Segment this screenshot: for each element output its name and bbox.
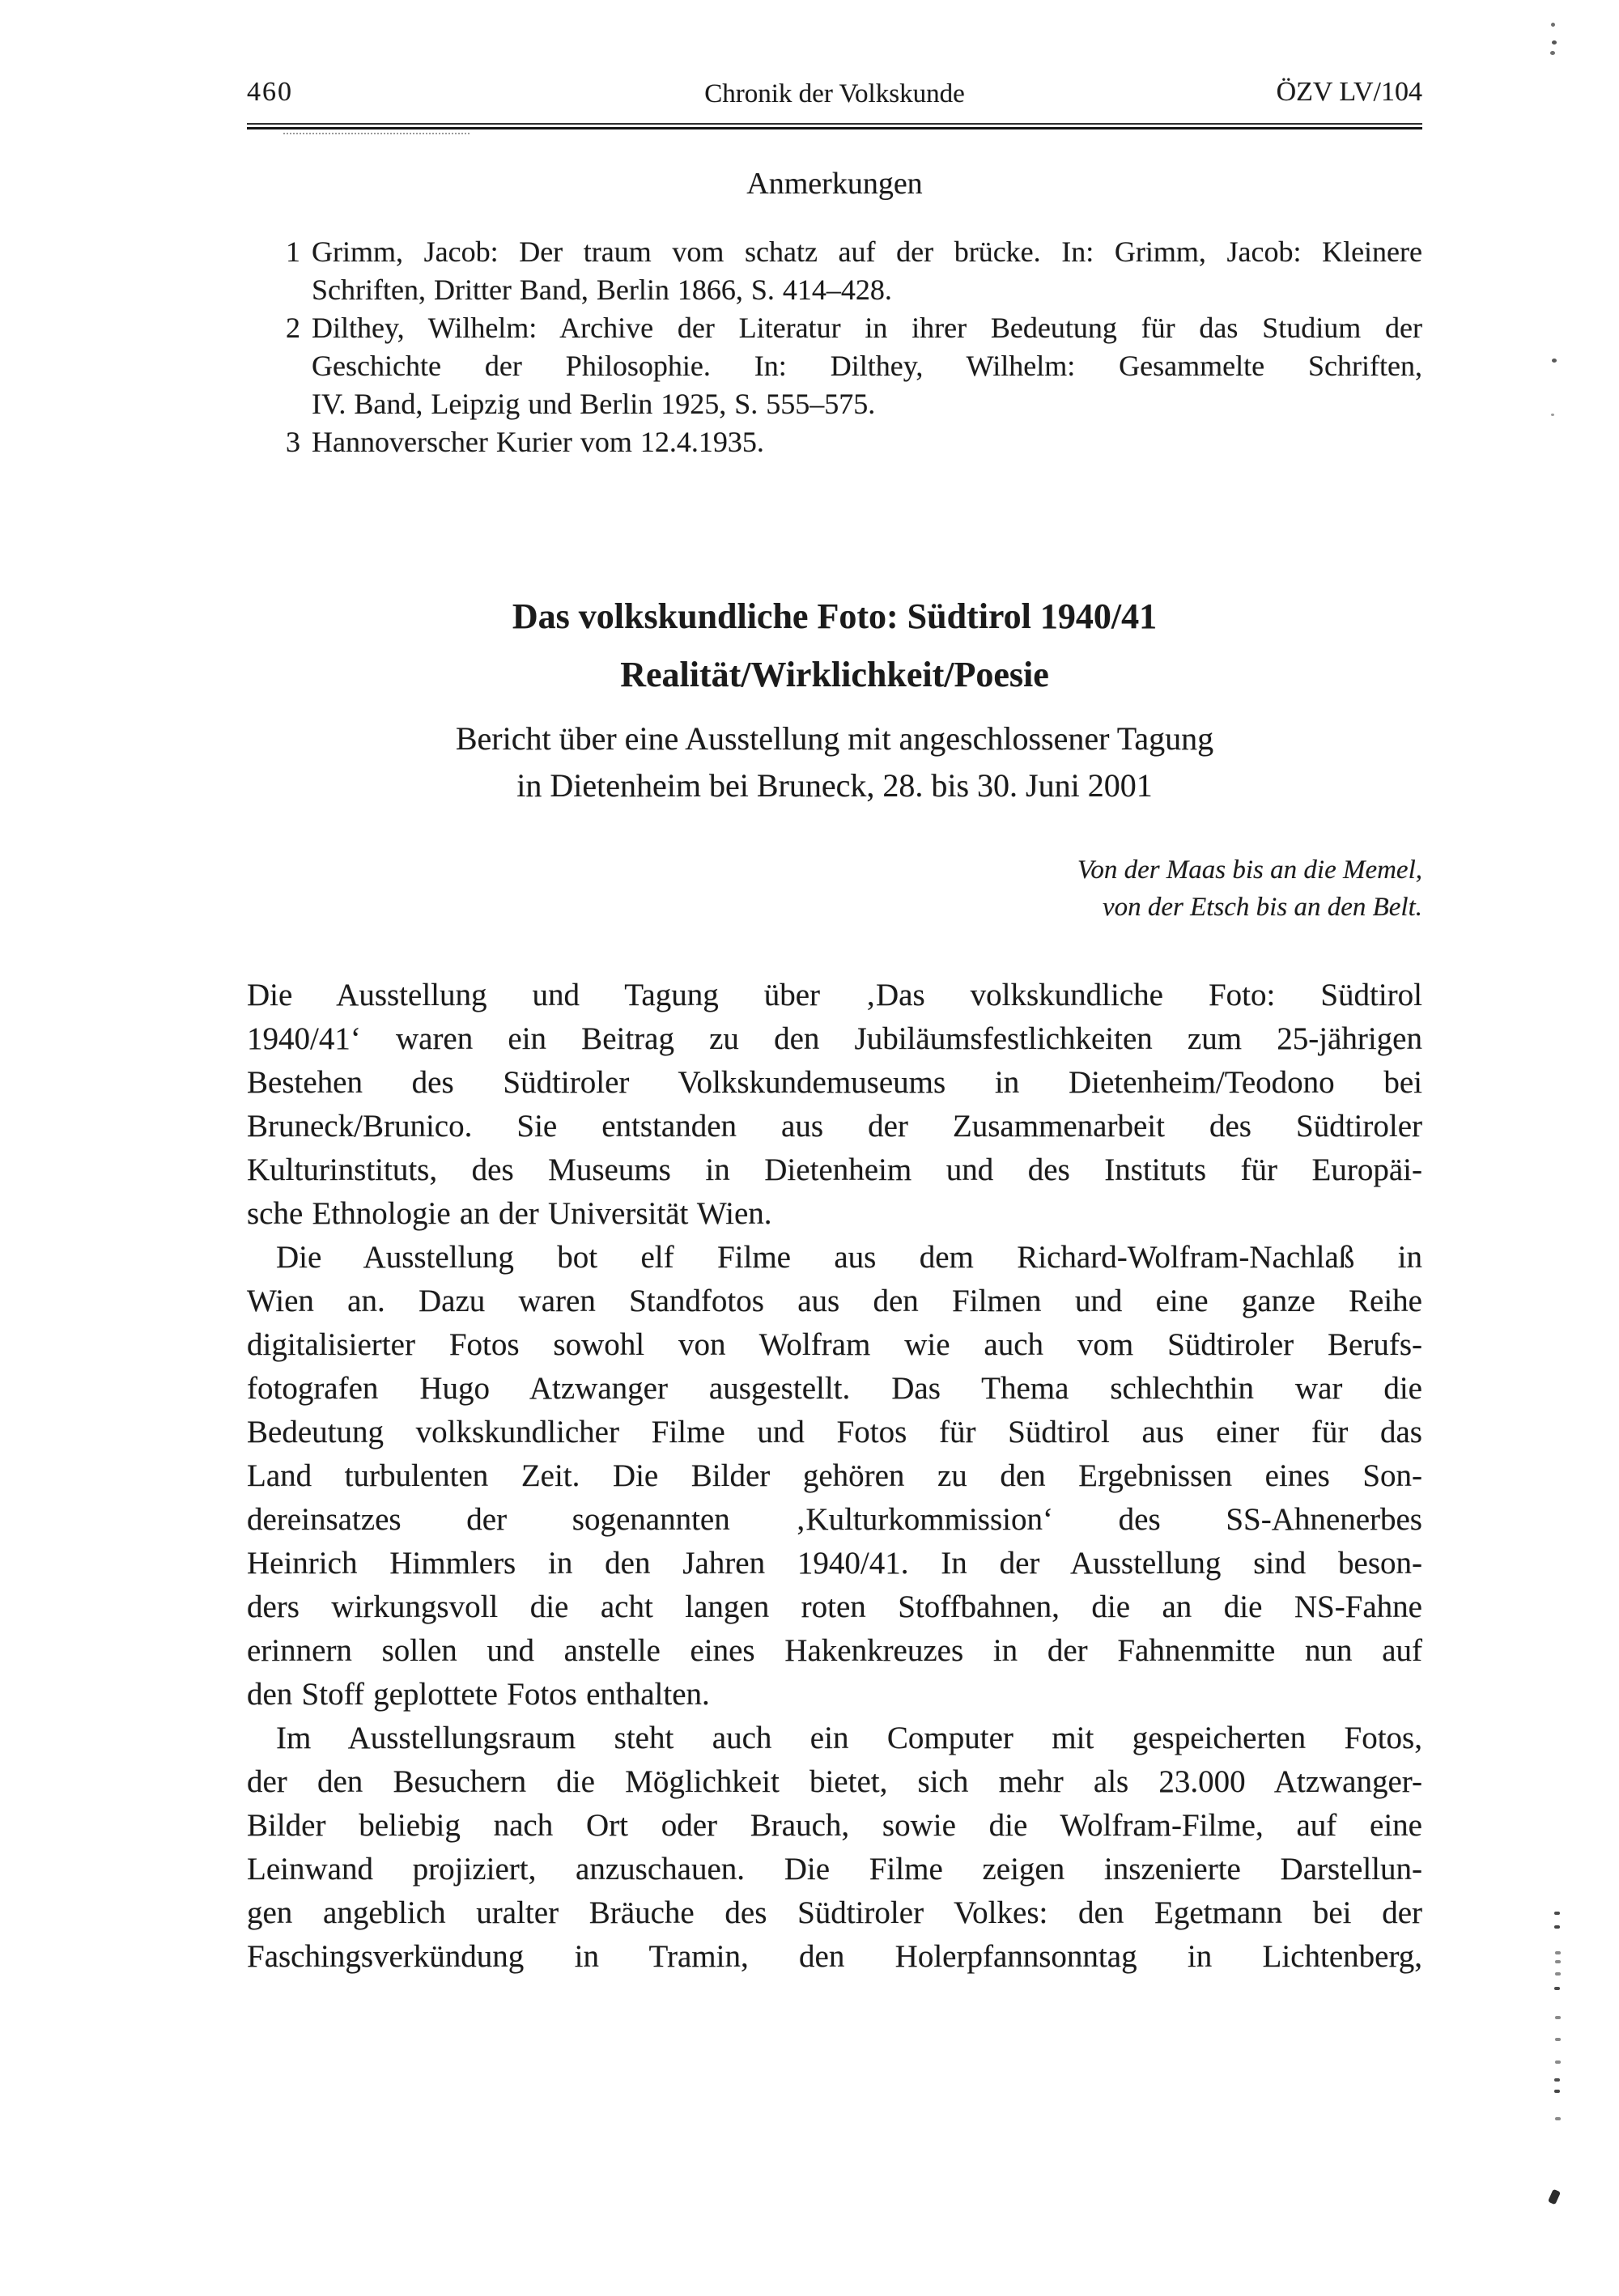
footnote-line [286, 233, 1422, 271]
body-text-line: Bedeutung volkskundlicher Filme und Fotos für Südtirol aus einer für das [247, 1415, 1422, 1449]
body-text-line: Im Ausstellungsraum steht auch ein Computer mit gespeicherten Fotos, [276, 1721, 1422, 1755]
body-text-line: Faschingsverkündung in Tramin, den Holerpfannsonntag in Lichtenberg, [247, 1939, 1422, 1974]
scan-speck [1555, 2060, 1561, 2064]
body-text-line: den Stoff geplottete Fotos enthalten. [247, 1677, 710, 1712]
article-subtitle-line: in Dietenheim bei Bruneck, 28. bis 30. Juni 2001 [516, 767, 1153, 804]
body-text-line: Wien an. Dazu waren Standfotos aus den Filmen und eine ganze Reihe [247, 1284, 1422, 1318]
body-text-line: Die Ausstellung bot elf Filme aus dem Richard-Wolfram-Nachlaß in [276, 1240, 1422, 1275]
footnote-line [286, 385, 1422, 423]
article-subtitle [247, 715, 1422, 809]
article-subtitle-line: Bericht über eine Ausstellung mit angeschlossener Tagung [455, 720, 1214, 757]
body-text-line: Bruneck/Brunico. Sie entstanden aus der Zusammenarbeit des Südtiroler [247, 1109, 1422, 1144]
paragraph [247, 1236, 1422, 1717]
body-text-line: fotografen Hugo Atzwanger ausgestellt. Das Thema schlechthin war die [247, 1371, 1422, 1406]
footnote-line [286, 423, 1422, 461]
body-text-line: Kulturinstituts, des Museums in Dietenheim und des Instituts für Europäi- [247, 1152, 1422, 1187]
scan-speck [1551, 414, 1554, 416]
paragraph [247, 1717, 1422, 1979]
scan-speck [1555, 2038, 1561, 2041]
scan-speck [1550, 51, 1555, 55]
footnote-line [286, 347, 1422, 385]
footnote-line [286, 271, 1422, 309]
scan-speck [1555, 2117, 1561, 2120]
footnotes [286, 233, 1422, 461]
body-text-line: ders wirkungsvoll die acht langen roten Stoffbahnen, die an die NS-Fahne [247, 1589, 1422, 1624]
footnote-line [286, 309, 1422, 347]
footnote-text: Hannoverscher Kurier vom 12.4.1935. [312, 426, 764, 458]
footnote-text: IV. Band, Leipzig und Berlin 1925, S. 555–575. [312, 388, 876, 420]
scan-speck [1555, 1960, 1561, 1963]
body-text-line: Bestehen des Südtiroler Volkskundemuseums in Dietenheim/Teodono bei [247, 1065, 1422, 1100]
notes-heading: Anmerkungen [746, 167, 923, 201]
body-text-line: Die Ausstellung und Tagung über ‚Das volkskundliche Foto: Südtirol [247, 978, 1422, 1012]
footnote-text: Geschichte der Philosophie. In: Dilthey, Wilhelm: Gesammelte Schriften, [312, 350, 1422, 382]
body-text-line: Leinwand projiziert, anzuschauen. Die Filme zeigen inszenierte Darstellun- [247, 1852, 1422, 1886]
scan-speck [1555, 1951, 1561, 1954]
epigraph-line: von der Etsch bis an den Belt. [1102, 893, 1422, 922]
body-text-line: digitalisierter Fotos sowohl von Wolfram wie auch vom Südtiroler Berufs- [247, 1327, 1422, 1362]
footnote-number: 1 [286, 236, 300, 268]
scan-speck [1554, 1912, 1560, 1915]
body-text-line: erinnern sollen und anstelle eines Hakenkreuzes in der Fahnenmitte nun auf [247, 1633, 1422, 1668]
body-text-line: dereinsatzes der sogenannten ‚Kulturkommission‘ des SS-Ahnenerbes [247, 1502, 1422, 1537]
header-rule-top [247, 123, 1422, 125]
body-text-line: sche Ethnologie an der Universität Wien. [247, 1196, 772, 1231]
footnote-text: Dilthey, Wilhelm: Archive der Literatur in ihrer Bedeutung für das Studium der [312, 312, 1422, 344]
footnote-text: Grimm, Jacob: Der traum vom schatz auf der brücke. In: Grimm, Jacob: Kleinere [312, 236, 1422, 268]
scan-speck [1554, 1925, 1560, 1929]
body-text-line: Land turbulenten Zeit. Die Bilder gehören zu den Ergebnissen eines Son- [247, 1458, 1422, 1493]
issue-ref: ÖZV LV/104 [1276, 77, 1422, 107]
scan-blob [1548, 2189, 1561, 2205]
footnote-text: Schriften, Dritter Band, Berlin 1866, S. 414–428. [312, 274, 892, 306]
body-text-line: Heinrich Himmlers in den Jahren 1940/41. In der Ausstellung sind beson- [247, 1546, 1422, 1581]
journal-title: Chronik der Volkskunde [704, 79, 965, 108]
article-title-line: Realität/Wirklichkeit/Poesie [620, 655, 1049, 694]
scan-speck [1554, 2090, 1560, 2093]
scan-speck [1552, 359, 1557, 363]
scan-speck [1555, 2016, 1561, 2019]
epigraph [247, 851, 1422, 926]
body-text-line: Bilder beliebig nach Ort oder Brauch, sowie die Wolfram-Filme, auf eine [247, 1808, 1422, 1843]
body-text-line: der den Besuchern die Möglichkeit bietet, sich mehr als 23.000 Atzwanger- [247, 1764, 1422, 1799]
running-head [247, 76, 1422, 108]
header-rule-bottom [247, 127, 1422, 129]
body-text-line: gen angeblich uralter Bräuche des Südtiroler Volkes: den Egetmann bei der [247, 1895, 1422, 1930]
article-title-line: Das volkskundliche Foto: Südtirol 1940/41 [512, 596, 1158, 636]
footnote-number: 3 [286, 426, 300, 458]
scan-speck [1554, 2078, 1560, 2082]
scan-speck [1554, 1987, 1560, 1990]
page-number: 460 [247, 77, 293, 107]
epigraph-line: Von der Maas bis an die Memel, [1077, 855, 1422, 885]
scan-speck [1555, 1972, 1561, 1976]
article-body [247, 974, 1422, 1979]
paragraph [247, 974, 1422, 1236]
header-rule-fragment [283, 133, 470, 134]
scan-speck [1552, 40, 1557, 45]
body-text-line: 1940/41‘ waren ein Beitrag zu den Jubiläumsfestlichkeiten zum 25-jährigen [247, 1021, 1422, 1056]
article-title [247, 588, 1422, 704]
scan-speck [1551, 23, 1555, 27]
footnote-number: 2 [286, 312, 300, 344]
